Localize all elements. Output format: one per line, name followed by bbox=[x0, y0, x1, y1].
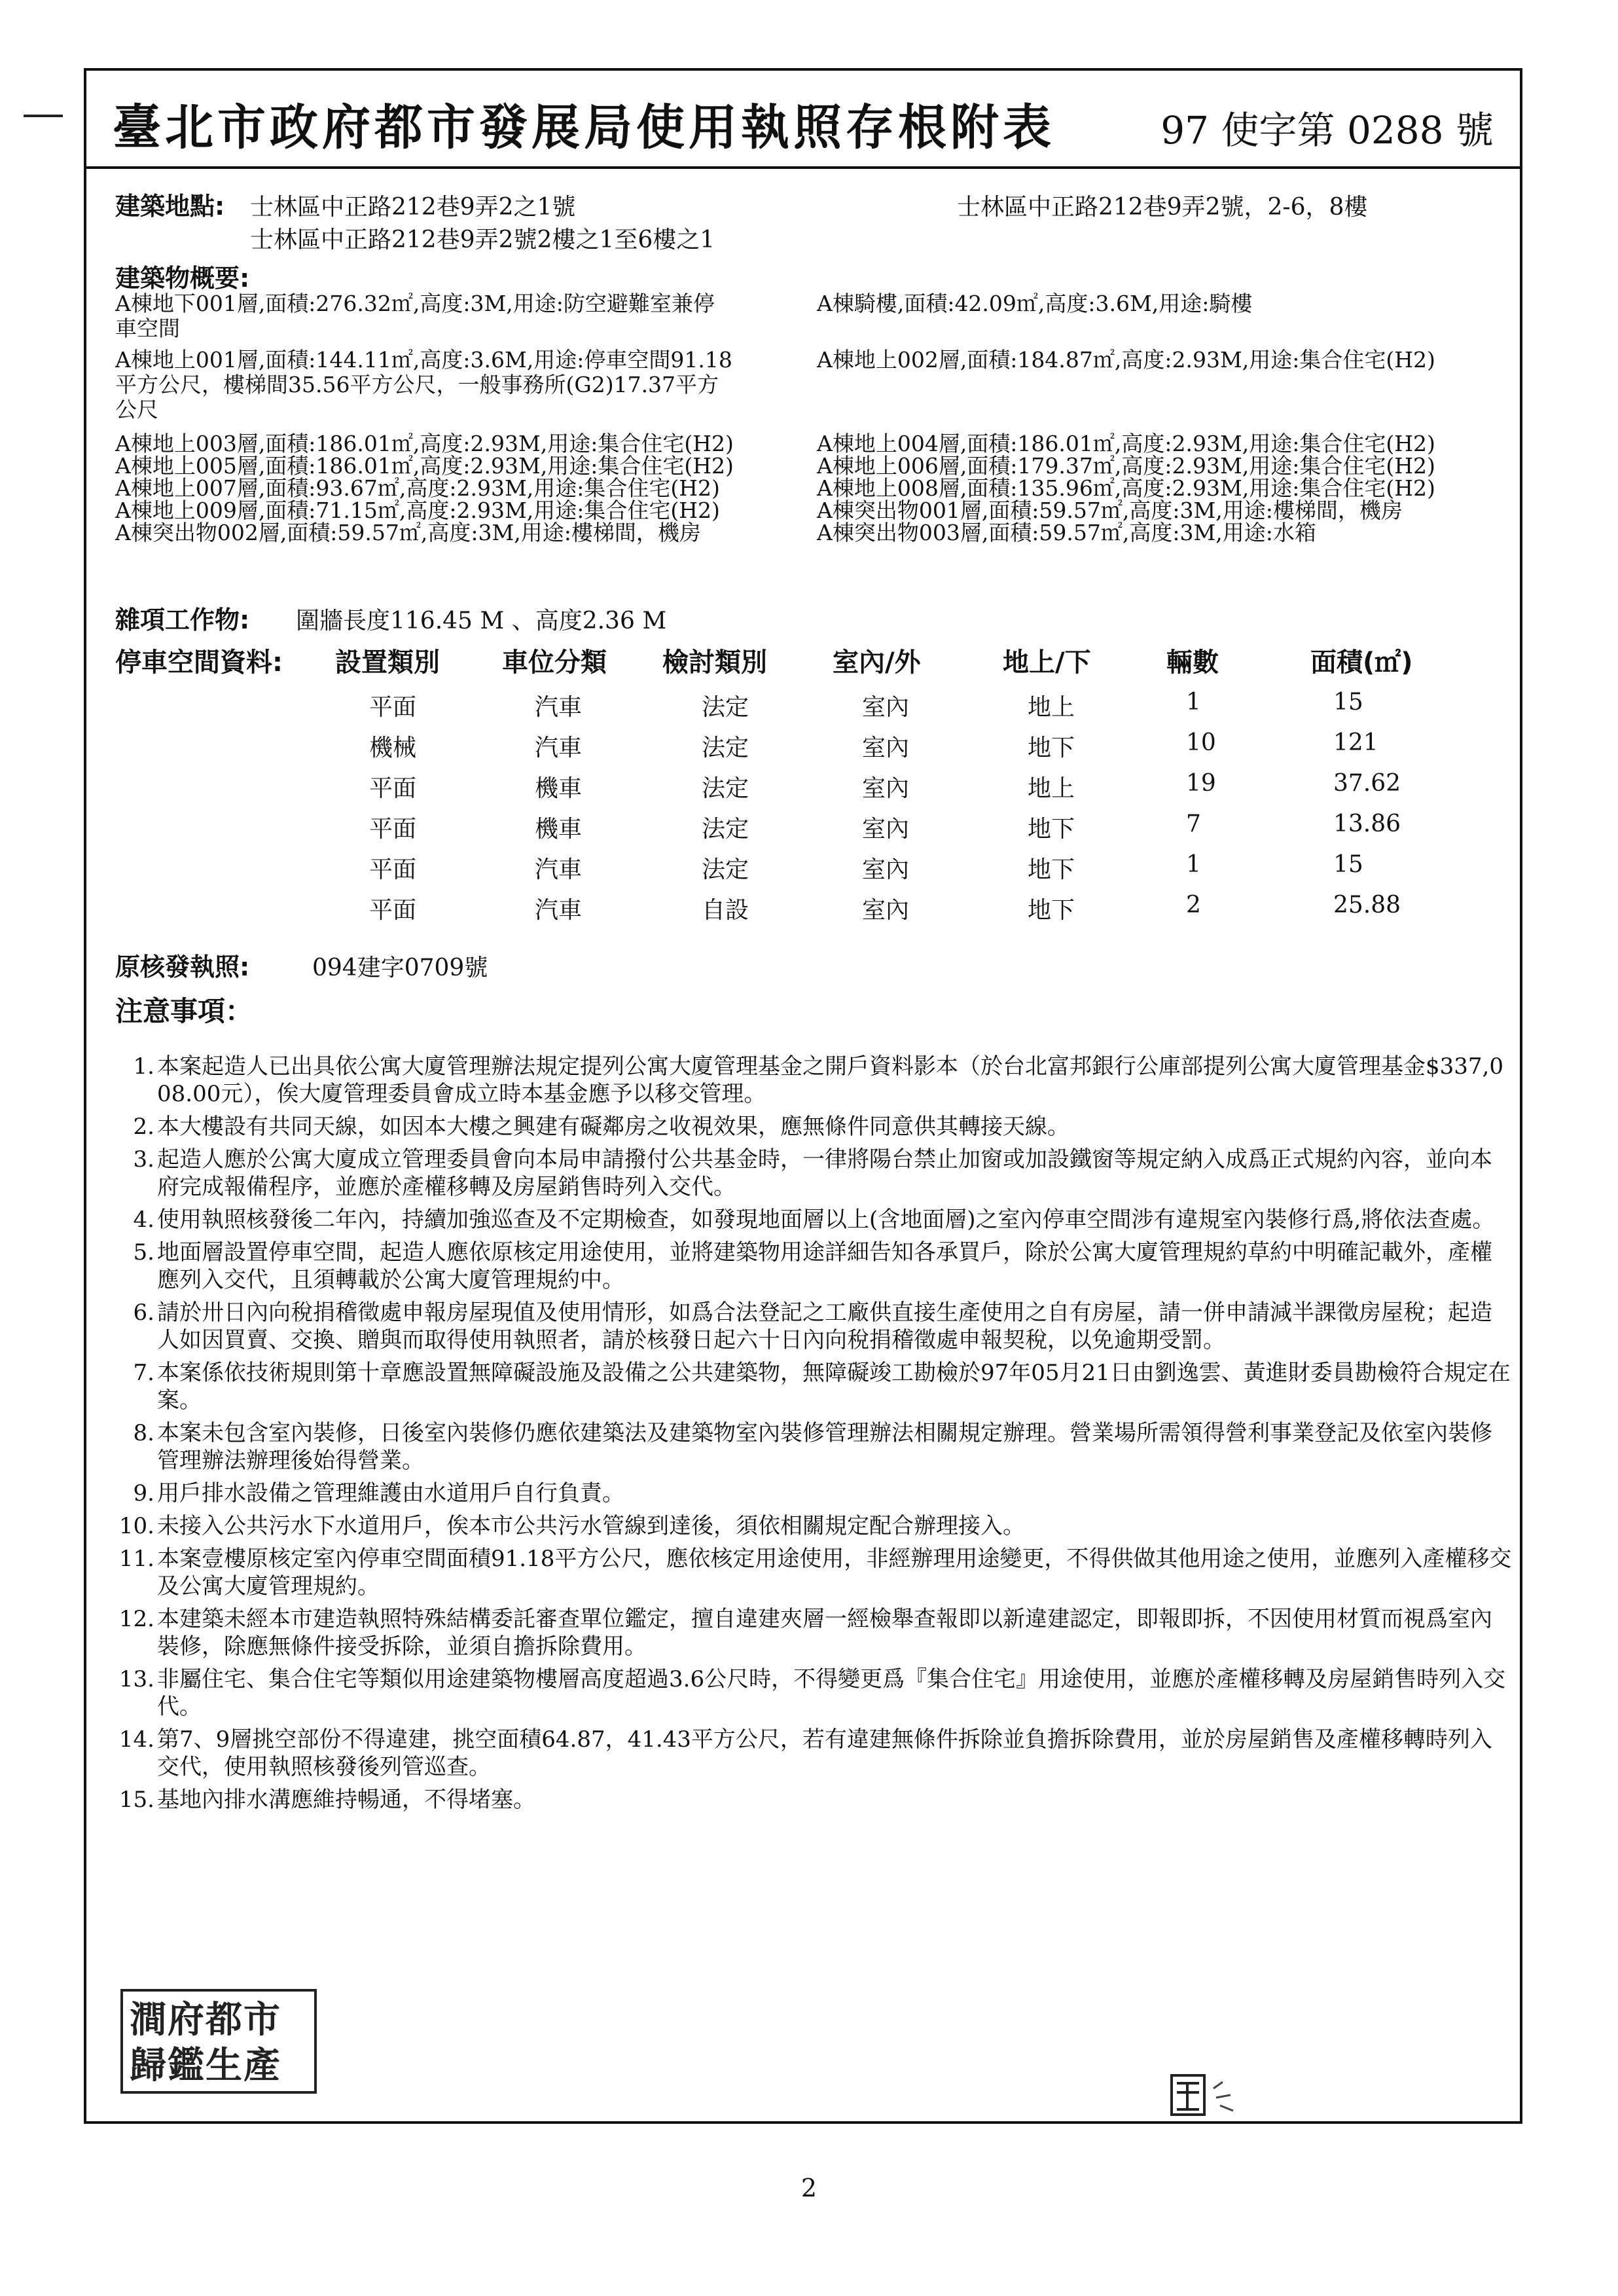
original-permit-value: 094建字0709號 bbox=[312, 955, 488, 981]
note-item bbox=[118, 1239, 1512, 1294]
parking-cell-0-4: 地上 bbox=[1028, 694, 1075, 721]
parking-cell-3-3: 室內 bbox=[862, 816, 910, 843]
note-number: 4. bbox=[133, 1207, 154, 1233]
parking-cell-3-0: 平面 bbox=[369, 816, 417, 843]
site-address-2: 士林區中正路212巷9弄2號2樓之1至6樓之1 bbox=[250, 227, 715, 253]
parking-cell-1-4: 地下 bbox=[1028, 735, 1075, 761]
note-text: 起造人應於公寓大廈成立管理委員會向本局申請撥付公共基金時，一律將陽台禁止加窗或加設鐵窗等規定納入成爲正式規約內容，並向本府完成報備程序，並應於產權移轉及房屋銷售時列入交代。 bbox=[157, 1146, 1492, 1200]
parking-cell-0-1: 汽車 bbox=[535, 694, 583, 721]
parking-cell-2-6: 37.62 bbox=[1333, 770, 1401, 797]
note-item bbox=[118, 1419, 1512, 1474]
note-number: 1. bbox=[133, 1053, 154, 1080]
parking-cell-3-1: 機車 bbox=[535, 816, 583, 843]
parking-cell-1-1: 汽車 bbox=[535, 735, 583, 761]
site-address-1: 士林區中正路212巷9弄2之1號 bbox=[250, 194, 576, 221]
parking-header-0: 設置類別 bbox=[335, 647, 440, 678]
parking-header-1: 車位分類 bbox=[502, 647, 607, 678]
note-text: 未接入公共污水下水道用戶，俟本市公共污水管線到達後，須依相關規定配合辦理接入。 bbox=[157, 1513, 1025, 1539]
parking-cell-0-2: 法定 bbox=[702, 694, 749, 721]
note-item bbox=[118, 1726, 1512, 1781]
permit-number: 97 使字第 0288 號 bbox=[1160, 108, 1494, 153]
inspector-stamp bbox=[1168, 2069, 1246, 2121]
note-number: 5. bbox=[133, 1239, 154, 1266]
building-summary-row-4-col-0: 公尺 bbox=[115, 397, 158, 422]
parking-cell-5-5: 2 bbox=[1186, 892, 1201, 919]
site-address-1-right: 士林區中正路212巷9弄2號，2-6，8樓 bbox=[957, 194, 1368, 221]
note-text: 用戶排水設備之管理維護由水道用戶自行負責。 bbox=[157, 1480, 624, 1506]
building-summary-row-8-col-1: A棟突出物001層,面積:59.57㎡,高度:3M,用途:樓梯間，機房 bbox=[817, 498, 1403, 523]
building-summary-row-6-col-1: A棟地上006層,面積:179.37㎡,高度:2.93M,用途:集合住宅(H2) bbox=[817, 453, 1435, 479]
misc-works-label: 雜項工作物: bbox=[115, 606, 250, 634]
building-summary-row-0-col-1: A棟騎樓,面積:42.09㎡,高度:3.6M,用途:騎樓 bbox=[817, 291, 1253, 316]
building-summary-row-5-col-1: A棟地上004層,面積:186.01㎡,高度:2.93M,用途:集合住宅(H2) bbox=[817, 431, 1435, 456]
parking-cell-2-2: 法定 bbox=[702, 775, 749, 802]
note-item bbox=[118, 1786, 1512, 1813]
note-text: 本大樓設有共同天線，如因本大樓之興建有礙鄰房之收視效果，應無條件同意供其轉接天線。 bbox=[157, 1114, 1070, 1140]
parking-cell-4-4: 地下 bbox=[1028, 856, 1075, 883]
parking-cell-4-6: 15 bbox=[1333, 851, 1363, 878]
note-text: 本案壹樓原核定室內停車空間面積91.18平方公尺，應依核定用途使用，非經辦理用途變更，不得供做其他用途之使用，並應列入產權移交及公寓大廈管理規約。 bbox=[157, 1546, 1512, 1599]
note-text: 本案未包含室內裝修，日後室內裝修仍應依建築法及建築物室內裝修管理辦法相關規定辦理。營業場所需領得營利事業登記及依室內裝修管理辦法辦理後始得營業。 bbox=[157, 1420, 1492, 1474]
note-text: 第7、9層挑空部份不得違建，挑空面積64.87，41.43平方公尺，若有違建無條件拆除並負擔拆除費用，並於房屋銷售及產權移轉時列入交代，使用執照核發後列管巡查。 bbox=[157, 1726, 1492, 1780]
parking-cell-3-5: 7 bbox=[1186, 811, 1201, 837]
note-number: 2. bbox=[133, 1114, 154, 1140]
parking-label: 停車空間資料: bbox=[115, 647, 283, 678]
building-summary-row-2-col-0: A棟地上001層,面積:144.11㎡,高度:3.6M,用途:停車空間91.18 bbox=[115, 347, 732, 373]
parking-cell-0-3: 室內 bbox=[862, 694, 910, 721]
parking-cell-5-1: 汽車 bbox=[535, 897, 583, 924]
note-item bbox=[118, 1480, 1512, 1507]
parking-cell-2-0: 平面 bbox=[369, 775, 417, 802]
parking-cell-2-5: 19 bbox=[1186, 770, 1216, 797]
building-summary-row-9-col-0: A棟突出物002層,面積:59.57㎡,高度:3M,用途:樓梯間，機房 bbox=[115, 520, 701, 545]
parking-cell-5-4: 地下 bbox=[1028, 897, 1075, 924]
note-number: 9. bbox=[133, 1480, 154, 1506]
note-text: 非屬住宅、集合住宅等類似用途建築物樓層高度超過3.6公尺時，不得變更爲『集合住宅』用途使用，並應於產權移轉及房屋銷售時列入交代。 bbox=[157, 1666, 1506, 1720]
building-summary-row-7-col-1: A棟地上008層,面積:135.96㎡,高度:2.93M,用途:集合住宅(H2) bbox=[817, 475, 1435, 501]
building-summary-row-5-col-0: A棟地上003層,面積:186.01㎡,高度:2.93M,用途:集合住宅(H2) bbox=[115, 431, 734, 456]
note-number: 14. bbox=[118, 1726, 154, 1753]
parking-header-5: 輛數 bbox=[1166, 647, 1219, 678]
parking-header-4: 地上/下 bbox=[1003, 647, 1091, 678]
note-number: 7. bbox=[133, 1360, 154, 1386]
parking-cell-4-3: 室內 bbox=[862, 856, 910, 883]
building-summary-row-6-col-0: A棟地上005層,面積:186.01㎡,高度:2.93M,用途:集合住宅(H2) bbox=[115, 453, 734, 479]
building-summary-row-0-col-0: A棟地下001層,面積:276.32㎡,高度:3M,用途:防空避難室兼停 bbox=[115, 291, 715, 316]
document-title: 臺北市政府都市發展局使用執照存根附表 bbox=[113, 100, 1055, 156]
parking-header-6: 面積(㎡) bbox=[1310, 647, 1413, 678]
note-text: 使用執照核發後二年內，持續加強巡查及不定期檢查，如發現地面層以上(含地面層)之室內停車空間涉有違規室內裝修行爲,將依法查處。 bbox=[157, 1207, 1495, 1233]
parking-cell-2-4: 地上 bbox=[1028, 775, 1075, 802]
parking-cell-0-0: 平面 bbox=[369, 694, 417, 721]
building-summary-row-8-col-0: A棟地上009層,面積:71.15㎡,高度:2.93M,用途:集合住宅(H2) bbox=[115, 498, 720, 523]
parking-cell-1-5: 10 bbox=[1186, 729, 1216, 756]
note-number: 11. bbox=[118, 1546, 154, 1572]
building-summary-row-3-col-0: 平方公尺，樓梯間35.56平方公尺，一般事務所(G2)17.37平方 bbox=[115, 372, 719, 397]
note-item bbox=[118, 1512, 1512, 1540]
note-item bbox=[118, 1605, 1512, 1660]
parking-cell-0-6: 15 bbox=[1333, 689, 1363, 716]
note-item bbox=[118, 1299, 1512, 1354]
parking-cell-0-5: 1 bbox=[1186, 689, 1201, 716]
parking-cell-1-0: 機械 bbox=[369, 735, 417, 761]
parking-cell-5-2: 自設 bbox=[702, 897, 749, 924]
note-number: 3. bbox=[133, 1146, 154, 1173]
note-text: 地面層設置停車空間，起造人應依原核定用途使用，並將建築物用途詳細告知各承買戶，除於公寓大廈管理規約草約中明確記載外，產權應列入交代，且須轉載於公寓大廈管理規約中。 bbox=[157, 1239, 1492, 1293]
parking-cell-1-3: 室內 bbox=[862, 735, 910, 761]
note-item bbox=[118, 1545, 1512, 1600]
parking-cell-1-6: 121 bbox=[1333, 729, 1378, 756]
parking-cell-3-6: 13.86 bbox=[1333, 811, 1401, 837]
parking-cell-3-4: 地下 bbox=[1028, 816, 1075, 843]
original-permit-label: 原核發執照: bbox=[115, 953, 250, 981]
page-number: 2 bbox=[800, 2174, 818, 2202]
note-item bbox=[118, 1666, 1512, 1721]
building-summary-label: 建築物概要: bbox=[115, 264, 250, 293]
note-item bbox=[118, 1206, 1512, 1233]
parking-cell-4-2: 法定 bbox=[702, 856, 749, 883]
note-text: 本案起造人已出具依公寓大廈管理辦法規定提列公寓大廈管理基金之開戶資料影本（於台北富邦銀行公庫部提列公寓大廈管理基金$337,008.00元），俟大廈管理委員會成立時本基金應予以移交管理。 bbox=[157, 1053, 1503, 1107]
note-number: 10. bbox=[118, 1513, 154, 1539]
note-text: 本建築未經本市建造執照特殊結構委託審查單位鑑定，擅自違建夾層一經檢舉查報即以新違建認定，即報即拆，不因使用材質而視爲室內裝修，除應無條件接受拆除，並須自擔拆除費用。 bbox=[157, 1606, 1492, 1660]
parking-cell-1-2: 法定 bbox=[702, 735, 749, 761]
building-summary-row-1-col-0: 車空間 bbox=[115, 316, 180, 341]
margin-mark bbox=[24, 115, 63, 117]
parking-cell-3-2: 法定 bbox=[702, 816, 749, 843]
note-item bbox=[118, 1146, 1512, 1201]
note-number: 6. bbox=[133, 1300, 154, 1326]
note-text: 請於卅日內向稅捐稽徵處申報房屋現值及使用情形，如爲合法登記之工廠供直接生產使用之自有房屋，請一併申請減半課徵房屋稅；起造人如因買賣、交換、贈與而取得使用執照者，請於核發日起六十日內向稅捐稽徵處申報契稅，以免逾期受罰。 bbox=[157, 1300, 1492, 1353]
parking-cell-5-0: 平面 bbox=[369, 897, 417, 924]
note-text: 基地內排水溝應維持暢通，不得堵塞。 bbox=[157, 1787, 535, 1813]
parking-cell-5-6: 25.88 bbox=[1333, 892, 1401, 919]
notes-list bbox=[118, 1053, 1512, 1819]
parking-header-3: 室內/外 bbox=[833, 647, 921, 678]
building-summary-row-9-col-1: A棟突出物003層,面積:59.57㎡,高度:3M,用途:水箱 bbox=[817, 520, 1316, 545]
document-frame bbox=[84, 68, 1522, 2124]
official-seal bbox=[120, 1989, 317, 2094]
note-item bbox=[118, 1359, 1512, 1414]
note-number: 12. bbox=[118, 1606, 154, 1632]
building-summary-row-2-col-1: A棟地上002層,面積:184.87㎡,高度:2.93M,用途:集合住宅(H2) bbox=[817, 347, 1435, 373]
seal-text: 澗府都市 歸鑑生產 bbox=[130, 1998, 281, 2087]
building-summary-row-7-col-0: A棟地上007層,面積:93.67㎡,高度:2.93M,用途:集合住宅(H2) bbox=[115, 475, 720, 501]
parking-cell-2-1: 機車 bbox=[535, 775, 583, 802]
note-number: 8. bbox=[133, 1420, 154, 1446]
title-bar bbox=[86, 71, 1520, 169]
parking-cell-5-3: 室內 bbox=[862, 897, 910, 924]
parking-header-2: 檢討類別 bbox=[662, 647, 767, 678]
note-number: 13. bbox=[118, 1666, 154, 1692]
parking-cell-2-3: 室內 bbox=[862, 775, 910, 802]
parking-cell-4-1: 汽車 bbox=[535, 856, 583, 883]
site-label: 建築地點: bbox=[115, 192, 225, 221]
note-item bbox=[118, 1113, 1512, 1140]
parking-cell-4-0: 平面 bbox=[369, 856, 417, 883]
misc-works-value: 圍牆長度116.45 M 、高度2.36 M bbox=[296, 608, 667, 634]
note-number: 15. bbox=[118, 1787, 154, 1813]
note-item bbox=[118, 1053, 1512, 1108]
note-text: 本案係依技術規則第十章應設置無障礙設施及設備之公共建築物，無障礙竣工勘檢於97年05月21日由劉逸雲、黃進財委員勘檢符合規定在案。 bbox=[157, 1360, 1511, 1413]
notes-label: 注意事項： bbox=[115, 995, 253, 1027]
parking-cell-4-5: 1 bbox=[1186, 851, 1201, 878]
